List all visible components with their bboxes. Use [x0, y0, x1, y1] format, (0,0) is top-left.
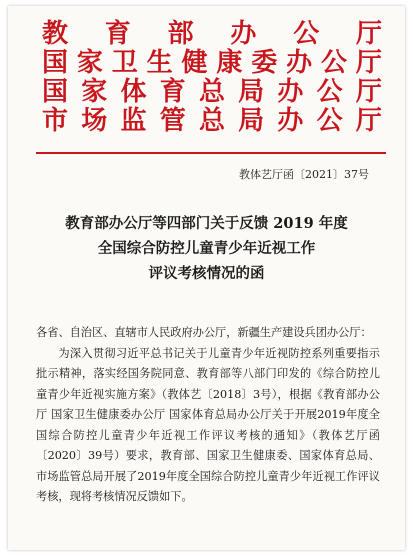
agency-char: 办 — [277, 77, 304, 107]
agency-char: 场 — [81, 106, 108, 136]
agency-char: 厅 — [355, 19, 382, 49]
agency-char: 管 — [159, 106, 186, 136]
document-body — [36, 323, 380, 508]
agency-line — [42, 20, 382, 49]
agency-char: 国 — [42, 77, 69, 107]
salutation: 各省、自治区、直辖市人民政府办公厅，新疆生产建设兵团办公厅： — [36, 326, 372, 339]
agency-char: 国 — [42, 48, 69, 78]
agency-char: 育 — [104, 19, 131, 49]
title-line: 全国综合防控儿童青少年近视工作 — [97, 240, 316, 257]
agency-char: 监 — [120, 106, 147, 136]
title-line: 教育部办公厅等四部门关于反馈 2019 年度 — [65, 215, 348, 232]
title-line: 评议考核情况的函 — [148, 265, 265, 282]
agency-char: 厅 — [355, 77, 382, 107]
agency-char: 公 — [321, 48, 348, 78]
agency-line — [42, 78, 382, 107]
agency-char: 办 — [286, 48, 313, 78]
agency-char: 办 — [230, 19, 257, 49]
body-paragraph: 为深入贯彻习近平总书记关于儿童青少年近视防控系列重要指示批示精神，落实经国务院同意、教育部等八部门印发的《综合防控儿童青少年近视实施方案》（教体艺〔2018〕3号），根据《教育部办公厅 国家卫生健康委办公厅 国家体育总局办公厅关于开展2019年度全国综合防控儿童青少年近视工作评议考核的通知》（教体艺厅函〔2020〕39号）要求，教育部、国家卫生健康委、国家体育总局、市场监管总局开展了2019年度全国综合防控儿童青少年近视工作评议考核，现将考核情况反馈如下。 — [36, 346, 380, 503]
issuing-agencies — [42, 20, 382, 136]
agency-char: 总 — [198, 106, 225, 136]
agency-char: 局 — [238, 106, 265, 136]
document-number: 教体艺厅函〔2021〕37号 — [239, 168, 369, 181]
agency-char: 市 — [42, 106, 69, 136]
agency-char: 部 — [167, 19, 194, 49]
agency-char: 康 — [216, 48, 243, 78]
agency-char: 家 — [76, 48, 103, 78]
agency-char: 育 — [159, 77, 186, 107]
agency-char: 局 — [238, 77, 265, 107]
agency-char: 公 — [293, 19, 320, 49]
agency-char: 卫 — [111, 48, 138, 78]
agency-char: 生 — [146, 48, 173, 78]
document-title — [8, 211, 405, 286]
agency-char: 家 — [81, 77, 108, 107]
agency-char: 教 — [42, 19, 69, 49]
document-page — [8, 6, 405, 550]
agency-char: 厅 — [355, 106, 382, 136]
agency-char: 厅 — [355, 48, 382, 78]
agency-char: 健 — [181, 48, 208, 78]
agency-char: 办 — [277, 106, 304, 136]
agency-char: 总 — [198, 77, 225, 107]
agency-char: 委 — [251, 48, 278, 78]
agency-char: 公 — [316, 77, 343, 107]
agency-line — [42, 49, 382, 78]
red-header-rule — [36, 152, 386, 154]
agency-char: 体 — [120, 77, 147, 107]
agency-char: 公 — [316, 106, 343, 136]
agency-line — [42, 107, 382, 136]
